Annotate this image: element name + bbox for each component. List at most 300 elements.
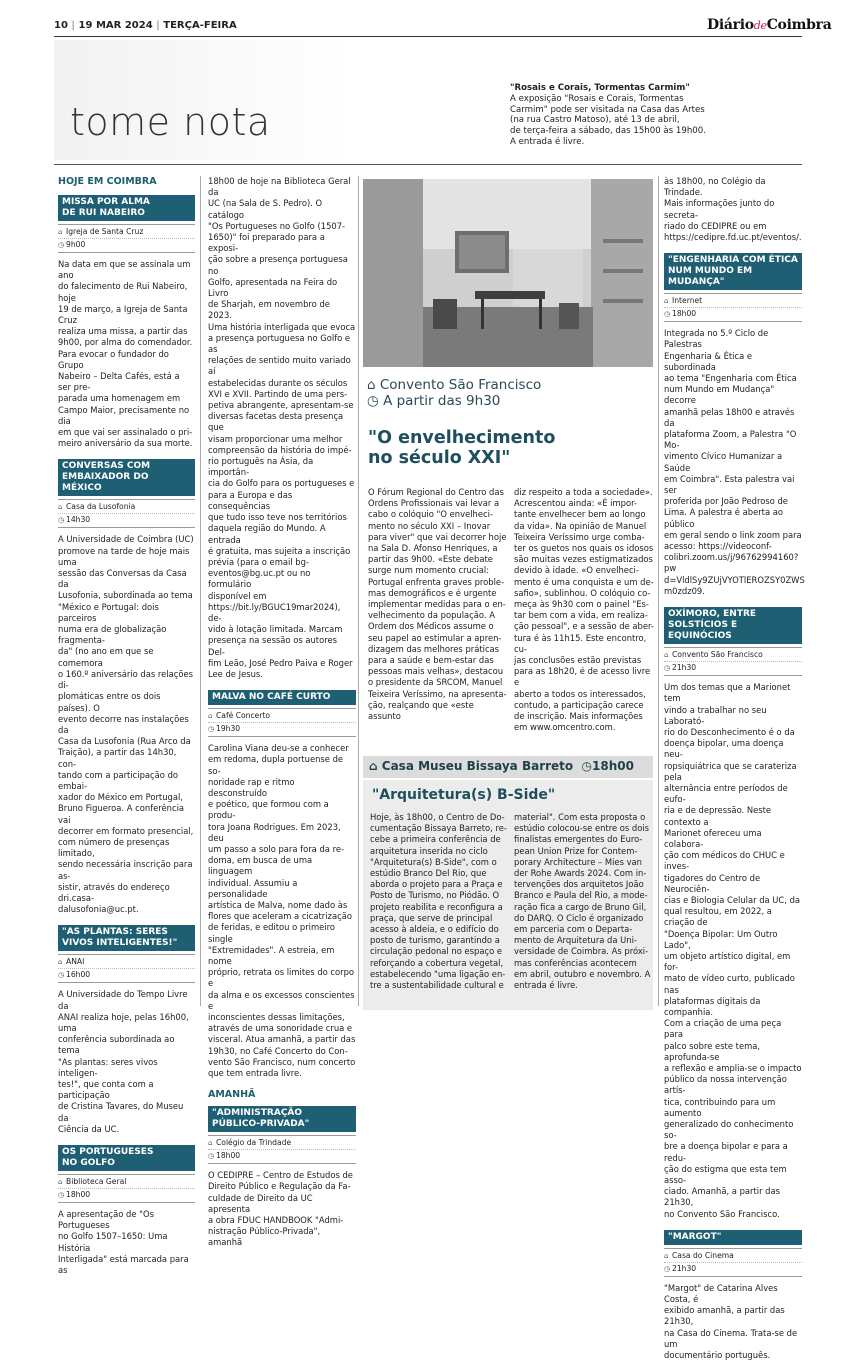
event-body <box>664 328 805 597</box>
clock-icon: ◷ <box>58 241 65 249</box>
event-time <box>208 1150 356 1162</box>
home-icon: ⌂ <box>58 228 63 236</box>
text-line: para a saúde e bem-estar das <box>368 655 494 666</box>
text-line: tura é às 11h15. Este encontro, cu- <box>514 632 647 654</box>
event-place <box>664 1250 802 1263</box>
event-time <box>58 239 195 251</box>
text-line: 9h00, por alma do comendador. <box>58 337 193 348</box>
text-line: através de uma sonoridade crua e <box>208 1023 353 1034</box>
text-line: Marionet ofereceu uma colabora- <box>664 827 762 849</box>
text-line: o presidente da SRCOM, Manuel <box>368 677 503 688</box>
text-line: "Arquitetura(s) B-Side", com o <box>370 856 497 867</box>
text-line: versidade de Coimbra. As próxi- <box>514 946 649 957</box>
text-line: acesso à aldeia, e o edifício do <box>370 924 499 935</box>
second-time: 18h00 <box>592 759 634 773</box>
text-line: visceral. Atua amanhã, a partir das <box>208 1034 356 1045</box>
text-line: no Golfo 1507–1650: Uma História <box>58 1231 168 1253</box>
text-line: A Universidade do Tempo Livre da <box>58 989 188 1011</box>
text-line: generalizado do conhecimento so- <box>664 1119 794 1141</box>
event-title-line: "ADMINISTRAÇÃO <box>212 1108 303 1119</box>
event-place-text: ANAI <box>66 957 85 967</box>
text-line: cabo o colóquio "O envelheci- <box>368 509 493 520</box>
text-line: alternância entre períodos de eufo- <box>664 782 788 805</box>
text-line: ropsiquiátrica que se carateriza pela <box>664 760 797 782</box>
event-title-line: EMBAIXADOR DO MÉXICO <box>62 472 149 494</box>
text-line: A exposição "Rosais e Corais, Tormentas <box>510 93 684 104</box>
text-line: devido à idade. «O envelheci- <box>514 565 639 576</box>
text-line: da vida». Na opinião de Manuel <box>514 520 647 531</box>
text-line: "Doença Bipolar: Um Outro Lado", <box>664 928 778 950</box>
text-line: e poético, que formou com a produ- <box>208 799 329 821</box>
text-line: ria e de depressão. Neste contexto a <box>664 805 772 827</box>
text-line: o 160.º aniversário das relações di- <box>58 668 194 691</box>
home-icon: ⌂ <box>664 297 669 306</box>
text-line: tervenções dos arquitetos João <box>514 879 644 890</box>
second-venue: Casa Museu Bissaya Barreto <box>381 759 574 773</box>
event-body <box>58 989 195 1135</box>
clock-icon: ◷ <box>208 1152 215 1161</box>
event-place-text: Casa da Lusofonia <box>66 502 136 512</box>
event-time <box>58 1189 195 1201</box>
text-line: pean Union Prize for Contem- <box>514 845 638 856</box>
text-line: Casa da Lusofonia (Rua Arco da <box>58 736 191 747</box>
second-title: "Arquitetura(s) B-Side" <box>372 787 556 803</box>
text-line: ANAI realiza hoje, pelas 16h00, uma <box>58 1011 189 1033</box>
event-place-text: Igreja de Santa Cruz <box>66 227 144 236</box>
text-line: mato de vídeo curto, publicado nas <box>664 973 795 995</box>
text-line: cebe a primeira conferência de <box>370 834 501 845</box>
caption-title: "Rosais e Corais, Tormentas Carmim" <box>510 83 690 93</box>
text-line: https://cedipre.fd.uc.pt/eventos/. <box>664 232 802 243</box>
text-line: dalusofonia@uc.pt. <box>58 904 139 915</box>
text-line: artística de Malva, nome dado às <box>208 899 348 910</box>
home-icon: ⌂ <box>58 958 63 967</box>
text-line: promove na tarde de hoje mais uma <box>58 545 190 567</box>
text-line: (na rua Castro Matoso), até 13 de abril, <box>510 115 680 126</box>
text-line: doma, em busca de uma linguagem <box>208 855 313 877</box>
text-line: Portugal enfrenta graves proble- <box>368 576 505 587</box>
event-title-line: OS PORTUGUESES <box>62 1147 154 1157</box>
text-line: praça, que serve de principal <box>370 912 493 923</box>
text-line: petiva abrangente, apresentam-se <box>208 400 354 411</box>
text-line: Teixeira Veríssimo urge comba- <box>514 531 645 542</box>
text-line: do falecimento de Rui Nabeiro, hoje <box>58 281 188 303</box>
text-line: "Margot" de Catarina Alves Costa, é <box>664 1282 778 1305</box>
feature-venue: Convento São Francisco <box>379 377 542 393</box>
text-line: próprio, retrata os limites do corpo e <box>208 967 355 989</box>
text-line: A Universidade de Coimbra (UC) <box>58 534 194 545</box>
office-interior-image <box>363 179 653 367</box>
text-line: ção, realçando que «este assunto <box>368 699 474 722</box>
event-title-line: "MARGOT" <box>668 1231 722 1242</box>
event-time-text: 18h00 <box>66 1190 91 1199</box>
text-line: conferência subordinada ao tema <box>58 1034 175 1056</box>
text-line: A apresentação de "Os Portugueses <box>58 1209 154 1231</box>
text-line: na Casa do Cinema. Trata-se de um <box>664 1327 798 1349</box>
page-number: 10 <box>54 20 68 31</box>
event-place <box>58 226 195 239</box>
text-line: em que vai ser assinalado o pri- <box>58 427 193 438</box>
text-line: "As plantas: seres vivos inteligen- <box>58 1056 158 1078</box>
clock-icon: ◷ <box>664 664 671 673</box>
event-title <box>208 1106 356 1132</box>
text-line: é gratuita, mas sujeita a inscrição <box>208 545 351 556</box>
text-line: Mais informações junto do secreta- <box>664 198 775 220</box>
header-weekday: TERÇA-FEIRA <box>163 20 237 31</box>
text-line: Direito Público e Regulação da Fa- <box>208 1181 351 1192</box>
home-icon: ⌂ <box>369 759 378 773</box>
event-title <box>664 1230 802 1245</box>
event-title-line: CONVERSAS COM <box>62 461 151 472</box>
event-meta <box>208 708 356 737</box>
text-line: evento decorre nas instalações da <box>58 713 189 735</box>
text-line: documentário português. <box>664 1350 771 1361</box>
event-title <box>58 1145 195 1171</box>
text-line: no Convento São Francisco. <box>664 1208 780 1219</box>
text-line: estabelecendo "uma ligação en- <box>370 968 506 979</box>
text-line: https://bit.ly/BGUC19mar2024), de- <box>208 601 341 623</box>
event-place <box>58 956 195 969</box>
text-line: der Rohe Awards 2024. Com in- <box>514 868 647 879</box>
text-line: são muitas vezes estigmatizados <box>514 554 653 565</box>
event-meta <box>664 647 802 676</box>
text-line: em Coimbra". Esta palestra vai ser <box>664 473 795 496</box>
event-time <box>58 969 195 981</box>
text-line: A entrada é livre. <box>510 136 585 147</box>
text-line: cia do Golfo para os portugueses e <box>208 478 355 489</box>
text-line: mento no século XXI – Inovar <box>368 520 491 531</box>
text-line: do DARQ. O Ciclo é organizado <box>514 912 644 923</box>
text-line: realiza uma missa, a partir das <box>58 326 188 337</box>
event-time-text: 21h30 <box>672 1263 697 1273</box>
text-line: decorrer em formato presencial, <box>58 825 194 836</box>
text-line: em abril, outubro e novembro. A <box>514 968 651 979</box>
text-line: tigadores do Centro de Neurociên- <box>664 872 761 894</box>
text-line: cias e Biologia Celular da UC, da <box>664 894 801 905</box>
text-line: aborda o projeto para a Praça e <box>370 879 503 890</box>
text-line: tando com a participação do embai- <box>58 769 179 791</box>
text-line: ciado. Amanhã, a partir das 21h30, <box>664 1186 780 1208</box>
text-line: para as 18h20, é de acesso livre e <box>514 666 651 688</box>
column-5 <box>664 176 805 1361</box>
event-place-text: Colégio da Trindade <box>216 1138 292 1148</box>
event-time <box>664 662 802 674</box>
text-line: rio do Desconhecimento é o da <box>664 726 795 737</box>
text-line: finalistas emergentes do Euro- <box>514 834 643 845</box>
event-meta <box>664 1248 802 1277</box>
text-line: de terça-feira a sábado, das 15h00 às 19h00. <box>510 126 706 137</box>
event-time-text: 18h00 <box>216 1151 241 1161</box>
text-line: XVI e XVII. Partindo de uma pers- <box>208 388 348 399</box>
text-line: O Fórum Regional do Centro das <box>368 487 504 497</box>
second-body-left <box>370 812 510 991</box>
event-title-line: DE RUI NABEIRO <box>62 208 145 218</box>
clock-icon: ◷ <box>664 310 671 319</box>
text-line: um passo a solo para fora da re- <box>208 843 345 854</box>
text-line: 19h30, no Café Concerto do Con- <box>208 1045 348 1056</box>
text-line: tora Joana Rodrigues. Em 2023, deu <box>208 821 341 843</box>
event-body <box>664 682 802 1220</box>
event-title-line: OXÍMORO, ENTRE <box>668 609 757 620</box>
text-line: a presença portuguesa no Golfo e as <box>208 332 351 355</box>
text-line: tre a sustentabilidade cultural e <box>370 980 504 991</box>
event-title-line: SOLSTÍCIOS E EQUINÓCIOS <box>668 620 738 642</box>
text-line: para a Europa e das consequências <box>208 489 293 511</box>
text-line: meça às 9h30 com o painel "Es- <box>514 599 649 610</box>
text-line: proferida por João Pedroso de <box>664 496 788 507</box>
text-line: qual resultou, em 2022, a criação de <box>664 906 772 928</box>
text-line: diversas facetas desta presença que <box>208 411 344 433</box>
event-title <box>208 690 356 705</box>
second-body-right <box>514 812 654 991</box>
text-line: plataforma Zoom, a Palestra "O Mo- <box>664 429 797 451</box>
event-place <box>208 1137 356 1150</box>
text-line: implementar medidas para o en- <box>368 599 506 610</box>
text-line: culdade de Direito da UC apresenta <box>208 1192 313 1214</box>
text-line: aberto a todos os interessados, <box>514 688 646 699</box>
column-1 <box>58 176 195 1276</box>
text-line: da" (no ano em que se comemora <box>58 646 154 668</box>
event-title-line: VIVOS INTELIGENTES!" <box>62 938 178 949</box>
column-5-top <box>664 176 802 243</box>
event-time-text: 9h00 <box>66 240 86 249</box>
text-line: sistir, através do endereço dri.casa- <box>58 881 170 903</box>
text-line: rio português na Ásia, da importân- <box>208 456 314 478</box>
text-line: em parceria com o Departa- <box>514 924 633 935</box>
text-line: sendo necessária inscrição para as- <box>58 859 193 881</box>
text-line: Lusofonia, subordinada ao tema <box>58 590 193 601</box>
text-line: inconscientes dessas limitações, <box>208 1012 345 1023</box>
text-line: Lee de Jesus. <box>208 668 263 679</box>
event-place <box>664 295 802 308</box>
text-line: seu papel ao estimular a apren- <box>368 632 502 643</box>
text-line: Campo Maior, precisamente no dia <box>58 404 190 426</box>
event-time <box>208 723 356 735</box>
event-title <box>664 253 802 290</box>
event-place <box>208 710 356 723</box>
text-line: tante envelhecer bem ao longo <box>514 509 646 520</box>
text-line: vento São Francisco, num concerto <box>208 1056 356 1067</box>
clock-icon: ◷ <box>58 971 65 980</box>
column-2 <box>208 176 356 1249</box>
text-line: Acrescentou ainda: «É impor- <box>514 498 638 509</box>
text-line: surge num momento crucial: <box>368 565 490 576</box>
event-meta <box>58 499 195 528</box>
text-line: 19 de março, a Igreja de Santa Cruz <box>58 303 188 326</box>
text-line: projeto reabilita e reconfigura a <box>370 901 503 912</box>
text-line: xador do México em Portugal, <box>58 792 183 803</box>
text-line: de feridas, e editou o primeiro single <box>208 922 336 944</box>
text-line: Engenharia & Ética e subordinada <box>664 350 753 372</box>
text-line: eventos@bg.uc.pt ou no formulário <box>208 568 311 590</box>
text-line: pessoas mais velhas», destacou <box>368 666 504 677</box>
text-line: ção com médicos do CHUC e inves- <box>664 850 785 872</box>
event-place <box>58 501 195 514</box>
text-line: diz respeito a toda a sociedade». <box>514 487 653 497</box>
text-line: visam proporcionar uma melhor <box>208 433 343 444</box>
event-place-text: Café Concerto <box>216 711 271 721</box>
text-line: sessão das Conversas da Casa da <box>58 568 187 590</box>
text-line: estabelecidas durante os séculos <box>208 377 348 388</box>
text-line: num Mundo em Mudança" decorre <box>664 384 775 406</box>
text-line: na Sala D. Afonso Henriques, a <box>368 543 498 554</box>
text-line: Para evocar o fundador do Grupo <box>58 348 169 370</box>
text-line: ao tema "Engenharia com Ética <box>664 373 797 384</box>
text-line: Um dos temas que a Marionet tem <box>664 682 791 704</box>
text-line: dizagem das melhores práticas <box>368 643 500 654</box>
text-line: amanhã pelas 18h00 e através da <box>664 406 795 428</box>
event-meta <box>58 954 195 983</box>
event-time-text: 16h00 <box>66 970 91 980</box>
feature-time: A partir das 9h30 <box>383 393 501 409</box>
text-line: vimento Cívico Humanizar a Saúde <box>664 451 783 473</box>
text-line: em www.omcentro.com. <box>514 722 616 733</box>
text-line: disponível em <box>208 590 267 601</box>
text-line: flores que aceleram a cicatrização <box>208 911 352 922</box>
text-line: Bruno Figueroa. A conferência vai <box>58 803 185 825</box>
clock-icon: ◷ <box>664 1264 671 1273</box>
event-time-text: 21h30 <box>672 663 697 673</box>
text-line: "Extremidades". A estreia, em nome <box>208 944 335 966</box>
text-line: mento de Arquitetura da Uni- <box>514 935 637 946</box>
text-line: presença na sessão os autores Del- <box>208 635 337 657</box>
text-line: vido à lotação limitada. Marcam <box>208 624 343 635</box>
text-line: palco sobre este tema, aprofunda-se <box>664 1040 761 1062</box>
event-place-text: Internet <box>672 296 703 306</box>
text-line: nistração Público-Privada", amanhã <box>208 1226 321 1248</box>
text-line: meiro aniversário da sua morte. <box>58 438 193 449</box>
text-line: posto de turismo, garantindo a <box>370 935 500 946</box>
event-title-line: NO GOLFO <box>62 1158 115 1168</box>
text-line: ração fica a cargo de Bruno Gil, <box>514 901 647 912</box>
text-line: prévia (para o email bg- <box>208 556 309 567</box>
text-line: compreensão da história do impé- <box>208 444 352 455</box>
text-line: com número de presenças limitado, <box>58 836 170 859</box>
event-body <box>58 534 195 915</box>
page-header: 10 | 19 MAR 2024 | TERÇA-FEIRA <box>54 20 237 31</box>
text-line: de inscrição. Mais informações <box>514 711 643 722</box>
text-line: tes!", que conta com a participação <box>58 1078 154 1101</box>
event-title-line: MISSA POR ALMA <box>62 197 150 207</box>
text-line: "México e Portugal: dois parceiros <box>58 601 159 623</box>
text-line: O CEDIPRE – Centro de Estudos de <box>208 1170 353 1181</box>
text-line: m0zdz09. <box>664 585 705 596</box>
text-line: tica, contribuindo para um aumento <box>664 1096 776 1118</box>
feature-title: "O envelhecimento no século XXI" <box>368 428 556 468</box>
text-line: Com a criação de uma peça para <box>664 1018 782 1040</box>
text-line: para viver" que vai decorrer hoje <box>368 531 507 542</box>
text-line: circulação pedonal no espaço e <box>370 946 503 957</box>
text-line: doença bipolar, uma doença neu- <box>664 738 784 760</box>
text-line: material". Com esta proposta o <box>514 812 646 822</box>
event-meta <box>208 1135 356 1164</box>
text-line: estúdio Branco Del Rio, que <box>370 868 487 879</box>
text-line: de Cristina Tavares, do Museu da <box>58 1101 184 1123</box>
text-line: bre a doença bipolar e para a redu- <box>664 1141 788 1163</box>
text-line: mas demográficos e é urgente <box>368 587 497 598</box>
text-line: a obra FDUC HANDBOOK "Admi- <box>208 1215 344 1226</box>
text-line: plomáticas entre os dois países). O <box>58 691 161 713</box>
feature-body-right <box>514 487 654 733</box>
home-icon: ⌂ <box>208 712 213 721</box>
event-body <box>208 743 356 1079</box>
text-line: ção sobre a presença portuguesa no <box>208 254 348 276</box>
event-body <box>208 1170 356 1248</box>
text-line: da alma e os excessos conscientes e <box>208 989 355 1011</box>
text-line: plataformas digitais da companhia. <box>664 995 761 1017</box>
text-line: Golfo, apresentada na Feira do Livro <box>208 276 338 299</box>
event-meta <box>58 1174 195 1203</box>
event-title <box>58 195 195 221</box>
text-line: 18h00 de hoje na Biblioteca Geral da <box>208 176 351 198</box>
feature-photo <box>363 179 653 367</box>
event-time-text: 18h00 <box>672 309 697 319</box>
event-title <box>58 459 195 496</box>
event-time-text: 14h30 <box>66 515 91 525</box>
event-meta <box>58 224 195 253</box>
text-line: Lima. A palestra é aberta ao público <box>664 507 784 529</box>
text-line: "Os Portugueses no Golfo (1507- <box>208 220 346 231</box>
section-heading: HOJE EM COIMBRA <box>58 176 157 187</box>
text-line: Hoje, às 18h00, o Centro de Do- <box>370 812 505 822</box>
text-line: Branco e Paula del Rio, a mode- <box>514 890 648 901</box>
feature-venue-line <box>367 377 541 409</box>
masthead-caption <box>510 83 710 148</box>
text-line: parada uma homenagem em <box>58 393 181 404</box>
text-line: 1650)" foi preparado para a exposi- <box>208 232 325 254</box>
newspaper-logo: DiáriodeCoimbra <box>707 17 832 33</box>
text-line: noridade rap e ritmo desconstruído <box>208 776 295 798</box>
text-line: d=VldlSy9ZUjVYOTlEROZSY0ZWS <box>664 574 805 585</box>
text-line: jas conclusões estão previstas <box>514 655 642 666</box>
text-line: riado do CEDIPRE ou em <box>664 220 767 231</box>
text-line: Teixeira Veríssimo, na apresenta- <box>368 688 507 699</box>
event-title-line: NUM MUNDO EM MUDANÇA" <box>668 266 753 288</box>
event-time <box>664 1263 802 1275</box>
event-body <box>58 259 195 449</box>
second-venue-band <box>363 756 653 778</box>
event-title-line: PÚBLICO-PRIVADA" <box>212 1119 310 1130</box>
text-line: Posto de Turismo, no Piódão. O <box>370 890 500 901</box>
text-line: arquitetura inserida no ciclo <box>370 845 488 856</box>
text-line: mas conferências acontecem <box>514 957 637 968</box>
text-line: porary Architecture – Mies van <box>514 856 642 867</box>
event-title <box>58 925 195 951</box>
text-line: Interligada" está marcada para as <box>58 1253 189 1276</box>
home-icon: ⌂ <box>58 1178 63 1186</box>
home-icon: ⌂ <box>58 503 63 512</box>
text-line: contudo, a participação carece <box>514 699 644 710</box>
clock-icon: ◷ <box>58 516 65 525</box>
text-line: Ciência da UC. <box>58 1123 120 1134</box>
feature-body-left <box>368 487 508 722</box>
section-heading-amanha: AMANHÃ <box>208 1089 256 1101</box>
text-line: numa era de globalização fragmenta- <box>58 624 167 646</box>
home-icon: ⌂ <box>664 651 669 660</box>
section-title: tome nota <box>70 100 271 144</box>
text-line: às 18h00, no Colégio da Trindade. <box>664 176 766 198</box>
home-icon: ⌂ <box>367 377 376 393</box>
text-line: em redoma, dupla portuense de so- <box>208 754 344 776</box>
text-line: a reflexão e amplia-se o impacto <box>664 1063 802 1073</box>
text-line: fim Leão, José Pedro Paiva e Roger <box>208 657 353 668</box>
text-line: Traição), a partir das 14h30, con- <box>58 747 177 769</box>
event-title <box>664 607 802 644</box>
text-line: Integrada no 5.º Ciclo de Palestras <box>664 328 769 350</box>
text-line: UC (na Sala de S. Pedro). O catálogo <box>208 198 323 220</box>
text-line: que tem entrada livre. <box>208 1068 302 1079</box>
text-line: cumentação Bissaya Barreto, re- <box>370 823 507 834</box>
